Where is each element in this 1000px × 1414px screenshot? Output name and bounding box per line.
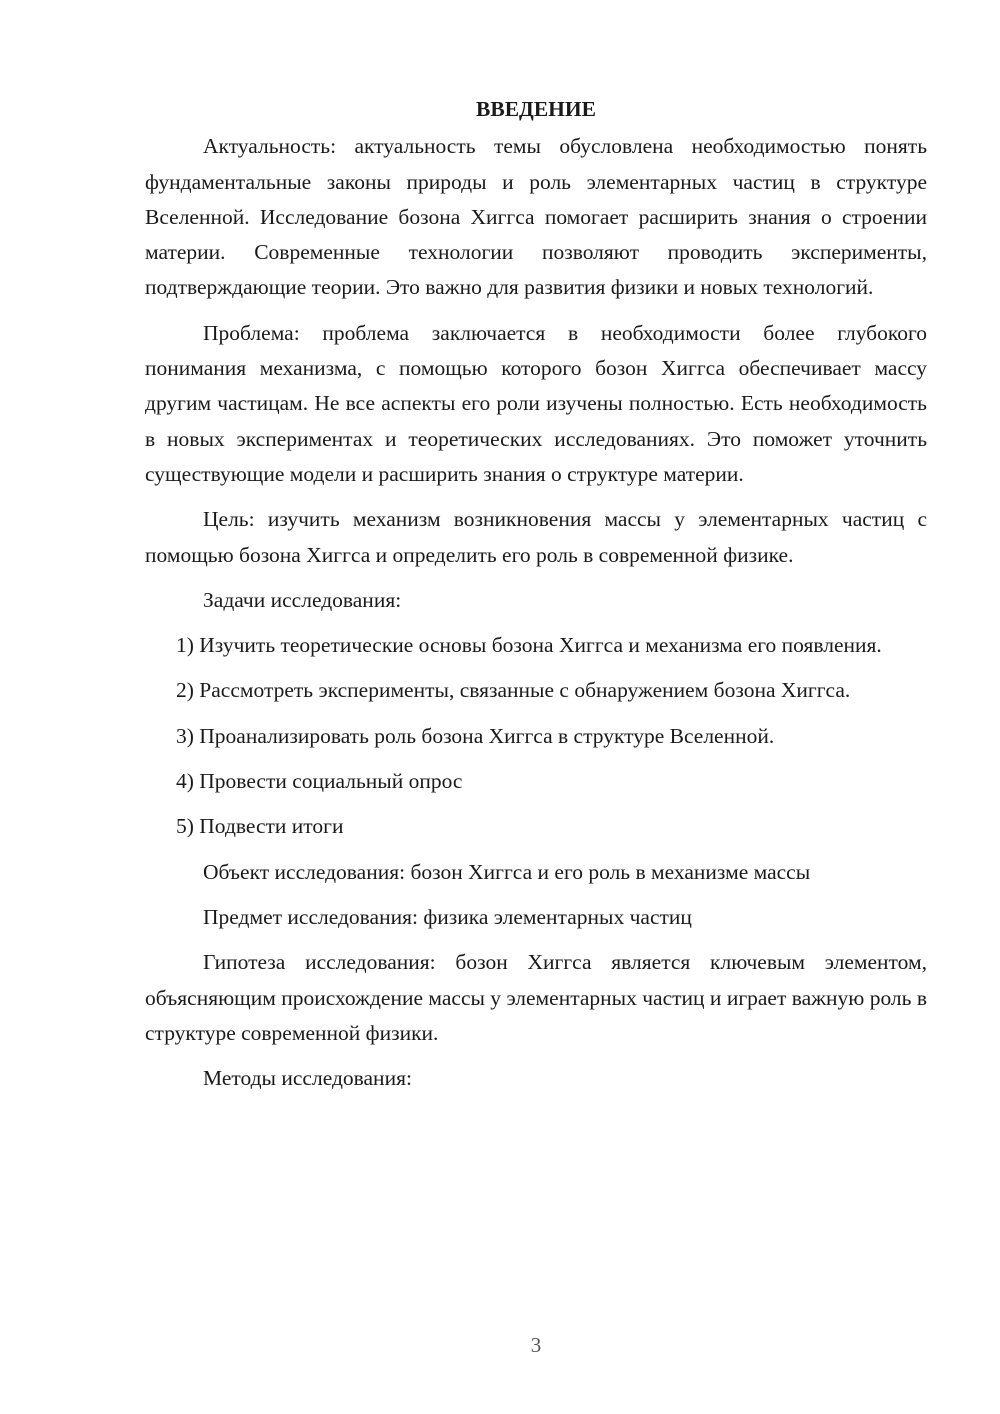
task-item: 4) Провести социальный опрос bbox=[176, 769, 463, 794]
task-item: 3) Проанализировать роль бозона Хиггса в структуре Вселенной. bbox=[176, 723, 775, 748]
research-object: Объект исследования: бозон Хиггса и его роль в механизме массы bbox=[203, 859, 811, 884]
hypothesis-paragraph: Гипотеза исследования: бозон Хиггса является ключевым элементом, объясняющим происхождение массы у элементарных частиц и играет важную роль в структуре современной физики. bbox=[145, 950, 927, 1045]
task-item: 2) Рассмотреть эксперименты, связанные с обнаружением бозона Хиггса. bbox=[176, 678, 851, 703]
methods-heading: Методы исследования: bbox=[203, 1066, 412, 1091]
page-number: 3 bbox=[530, 1333, 542, 1357]
tasks-heading: Задачи исследования: bbox=[203, 587, 402, 612]
research-subject: Предмет исследования: физика элементарных частиц bbox=[203, 904, 692, 929]
task-item: 5) Подвести итоги bbox=[176, 814, 344, 839]
task-item: 1) Изучить теоретические основы бозона Хиггса и механизма его появления. bbox=[176, 633, 882, 658]
problem-paragraph: Проблема: проблема заключается в необходимости более глубокого понимания механизма, с помощью которого бозон Хиггса обеспечивает массу другим частицам. Не все аспекты его роли изучены полностью. Есть необходимость в новых экспериментах и теоретических исследованиях. Это поможет уточнить существующие модели и расширить знания о структуре материи. bbox=[145, 320, 927, 486]
goal-paragraph: Цель: изучить механизм возникновения массы у элементарных частиц с помощью бозона Хиггса и определить его роль в современной физике. bbox=[145, 507, 927, 567]
document-page bbox=[145, 92, 927, 1106]
relevance-paragraph: Актуальность: актуальность темы обусловлена необходимостью понять фундаментальные законы природы и роль элементарных частиц в структуре Вселенной. Исследование бозона Хиггса помогает расширить знания о строении материи. Современные технологии позволяют проводить эксперименты, подтверждающие теории. Это важно для развития физики и новых технологий. bbox=[145, 134, 927, 300]
document-title: ВВЕДЕНИЕ bbox=[476, 97, 596, 121]
